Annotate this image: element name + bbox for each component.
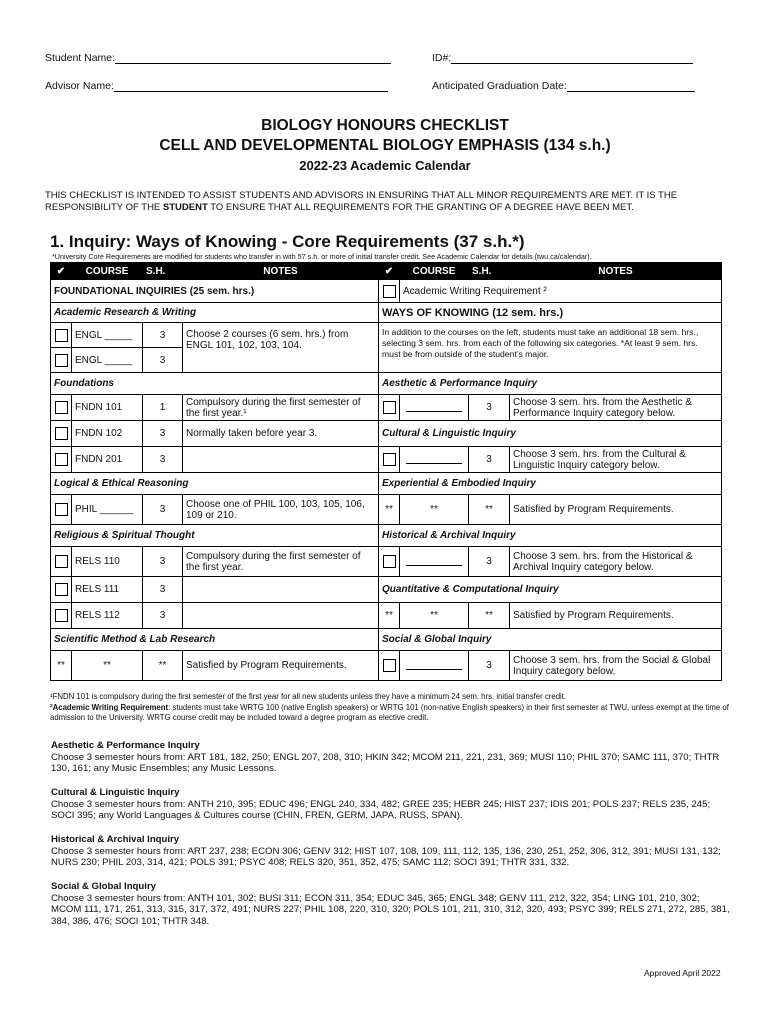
engl1-course: ENGL _____	[72, 323, 143, 348]
sci-sh-cell: **	[143, 651, 183, 681]
category-title: Aesthetic & Performance Inquiry	[51, 740, 200, 751]
rels112-checkbox[interactable]	[55, 609, 68, 622]
intro-text-bold: STUDENT	[162, 202, 208, 213]
notes-header: NOTES	[183, 263, 379, 280]
historical-note: Choose 3 sem. hrs. from the Historical & Archival Inquiry category below.	[510, 547, 722, 577]
graduation-date-label: Anticipated Graduation Date:	[432, 80, 567, 92]
quantitative-heading: Quantitative & Computational Inquiry	[379, 577, 722, 603]
table-row	[51, 395, 379, 421]
table-row	[379, 280, 722, 303]
fndn101-sh: 1	[143, 395, 183, 421]
title-line3: 2022-23 Academic Calendar	[299, 158, 471, 173]
category-title: Social & Global Inquiry	[51, 881, 157, 892]
awr-checkbox[interactable]	[383, 285, 396, 298]
phil-checkbox[interactable]	[55, 503, 68, 516]
rels110-sh: 3	[143, 547, 183, 577]
rels111-note	[183, 577, 379, 603]
table-row	[379, 603, 722, 629]
course-header: COURSE	[72, 263, 143, 280]
advisor-name-line[interactable]	[114, 82, 388, 92]
fndn102-checkbox[interactable]	[55, 427, 68, 440]
footnote-2	[50, 703, 730, 724]
category-text: Choose 3 semester hours from: ART 181, 182, 250; ENGL 207, 208, 310; HKIN 342; MCOM 211, 221, 231, 369; MUSI 110; PHIL 370; SAMC 111, 370; THTR 130, 161; any Music Ensembles; any Music Lessons.	[51, 751, 720, 775]
check-header-right: ✔	[379, 263, 400, 280]
rels111-sh: 3	[143, 577, 183, 603]
phil-note: Choose one of PHIL 100, 103, 105, 106, 109 or 210.	[183, 495, 379, 525]
engl2-sh: 3	[143, 348, 183, 373]
rels110-note: Compulsory during the first semester of the first year.	[183, 547, 379, 577]
fndn101-note: Compulsory during the first semester of the first year.¹	[183, 395, 379, 421]
aesthetic-course-blank[interactable]	[406, 403, 462, 412]
fndn101-course: FNDN 101	[72, 395, 143, 421]
title-line2: CELL AND DEVELOPMENTAL BIOLOGY EMPHASIS (134 s.h.)	[159, 137, 611, 154]
table-row	[51, 577, 379, 603]
fndn102-course: FNDN 102	[72, 421, 143, 447]
fndn102-note: Normally taken before year 3.	[183, 421, 379, 447]
approved-date: Approved April 2022	[644, 968, 721, 978]
advisor-name-label: Advisor Name:	[45, 80, 114, 92]
footnote-2-text: : students must take WRTG 100 (native English speakers) or WRTG 101 (non-native English speakers) in their first semester at TWU, unless exempt at the time of admission to the University. WRTG course credit may be included toward a degree program as elective credit.	[50, 702, 729, 722]
category-aesthetic	[51, 740, 731, 775]
section1-note: *University Core Requirements are modified for students who transfer in with 57 s.h. or more of initial transfer credit. See Academic Calendar for details (twu.ca/calendar).	[52, 252, 592, 261]
intro-text-before: THIS CHECKLIST IS INTENDED TO ASSIST STUDENTS AND ADVISORS IN ENSURING THAT ALL MINOR REQUIREMENTS ARE MET. IT IS THE RESPONSIBILITY OF THE	[45, 190, 678, 213]
table-row	[51, 651, 379, 681]
right-checklist-table	[378, 262, 722, 681]
sci-course-cell: **	[72, 651, 143, 681]
cultural-note: Choose 3 sem. hrs. from the Cultural & Linguistic Inquiry category below.	[510, 447, 722, 473]
logical-heading: Logical & Ethical Reasoning	[51, 473, 379, 495]
rels112-course: RELS 112	[72, 603, 143, 629]
title-line1: BIOLOGY HONOURS CHECKLIST	[261, 117, 509, 134]
historical-checkbox[interactable]	[383, 555, 396, 568]
table-row	[379, 651, 722, 681]
intro-text-after: TO ENSURE THAT ALL REQUIREMENTS FOR THE GRANTING OF A DEGREE HAVE BEEN MET.	[207, 202, 634, 213]
cultural-course-blank[interactable]	[406, 455, 462, 464]
category-historical	[51, 834, 731, 869]
footnotes	[50, 692, 730, 724]
engl1-checkbox[interactable]	[55, 329, 68, 342]
section1-heading: 1. Inquiry: Ways of Knowing - Core Requirements (37 s.h.*)	[50, 232, 525, 251]
rels111-course: RELS 111	[72, 577, 143, 603]
graduation-date-line[interactable]	[567, 82, 695, 92]
table-row	[51, 447, 379, 473]
academic-research-heading: Academic Research & Writing	[51, 303, 379, 323]
social-sh: 3	[469, 651, 510, 681]
exp-sh-cell: **	[469, 495, 510, 525]
phil-course: PHIL ______	[72, 495, 143, 525]
engl2-course: ENGL _____	[72, 348, 143, 373]
wok-note: In addition to the courses on the left, students must take an additional 18 sem. hrs., selecting 3 sem. hrs. from each of the following six categories. *At least 9 sem. hrs. must be from outside of the student’s major.	[379, 323, 722, 373]
cultural-heading: Cultural & Linguistic Inquiry	[379, 421, 722, 447]
table-row	[379, 447, 722, 473]
quant-note: Satisfied by Program Requirements.	[510, 603, 722, 629]
aesthetic-checkbox[interactable]	[383, 401, 396, 414]
aesthetic-note: Choose 3 sem. hrs. from the Aesthetic & Performance Inquiry category below.	[510, 395, 722, 421]
exp-note: Satisfied by Program Requirements.	[510, 495, 722, 525]
phil-sh: 3	[143, 495, 183, 525]
social-heading: Social & Global Inquiry	[379, 629, 722, 651]
student-name-field[interactable]	[45, 52, 391, 64]
social-course-blank[interactable]	[406, 661, 462, 670]
religious-heading: Religious & Spiritual Thought	[51, 525, 379, 547]
footnote-1: ¹FNDN 101 is compulsory during the first semester of the first year for all new students unless they have a minimum 24 sem. hrs. initial transfer credit.	[50, 692, 567, 701]
notes-header-right: NOTES	[510, 263, 722, 280]
sh-header-right: S.H.	[469, 263, 510, 280]
aesthetic-sh: 3	[469, 395, 510, 421]
historical-course-blank[interactable]	[406, 557, 462, 566]
fndn201-checkbox[interactable]	[55, 453, 68, 466]
fndn102-sh: 3	[143, 421, 183, 447]
social-checkbox[interactable]	[383, 659, 396, 672]
category-text: Choose 3 semester hours from: ART 237, 238; ECON 306; GENV 312; HIST 107, 108, 109, 111, 112, 135, 136, 230, 251, 252, 306, 312, 391; MUSI 131, 132; NURS 230; PHIL 203, 314, 421; POLS 391; PSYC 408; RELS 320, 351, 352, 475; SAMC 112; SOCI 391; THTR 331, 332.	[51, 845, 721, 869]
category-social	[51, 881, 731, 927]
id-line[interactable]	[451, 54, 693, 64]
table-row	[51, 495, 379, 525]
social-note: Choose 3 sem. hrs. from the Social & Global Inquiry category below.	[510, 651, 722, 681]
quant-sh-cell: **	[469, 603, 510, 629]
rels112-note	[183, 603, 379, 629]
historical-heading: Historical & Archival Inquiry	[379, 525, 722, 547]
table-row	[51, 547, 379, 577]
left-table-header	[51, 263, 379, 280]
historical-sh: 3	[469, 547, 510, 577]
aesthetic-heading: Aesthetic & Performance Inquiry	[379, 373, 722, 395]
footnote-2-label: ²Academic Writing Requirement	[50, 702, 169, 712]
category-title: Cultural & Linguistic Inquiry	[51, 787, 180, 798]
category-text: Choose 3 semester hours from: ANTH 101, 302; BUSI 311; ECON 311, 354; EDUC 345, 365; ENGL 348; GENV 111, 212, 322, 354; LING 101, 210, 302; MCOM 111, 171, 251, 313, 315, 317, 372, 491; NURS 227; PHIL 108, 220, 310, 320; POLS 101, 211, 310, 312, 320, 493; PSYC 399; RELS 271, 272, 285, 381, 384, 386, 476; SOCI 101; THTR 348.	[51, 892, 730, 927]
engl2-checkbox[interactable]	[55, 354, 68, 367]
id-label: ID#:	[432, 52, 452, 64]
cultural-sh: 3	[469, 447, 510, 473]
fndn101-checkbox[interactable]	[55, 401, 68, 414]
advisor-name-field[interactable]	[45, 80, 388, 92]
sci-check-cell: **	[51, 651, 72, 681]
sh-header: S.H.	[143, 263, 183, 280]
experiential-heading: Experiential & Embodied Inquiry	[379, 473, 722, 495]
foundations-heading: Foundations	[51, 373, 379, 395]
course-header-right: COURSE	[400, 263, 469, 280]
table-row	[379, 395, 722, 421]
category-cultural	[51, 787, 731, 822]
left-checklist-table	[50, 262, 379, 681]
intro-statement	[45, 190, 725, 214]
rels111-checkbox[interactable]	[55, 583, 68, 596]
fndn201-note	[183, 447, 379, 473]
category-text: Choose 3 semester hours from: ANTH 210, 395; EDUC 496; ENGL 240, 334, 482; GREE 235; HEBR 245; HIST 237; IDIS 201; POLS 237; RELS 235, 245; SOCI 395; any World Languages & Cultures course (CHIN, FREN, GERM, JAPA, RUSS, SPAN).	[51, 798, 711, 822]
exp-course-cell: **	[400, 495, 469, 525]
fndn201-sh: 3	[143, 447, 183, 473]
check-header: ✔	[51, 263, 72, 280]
rels110-course: RELS 110	[72, 547, 143, 577]
awr-label: Academic Writing Requirement ²	[400, 280, 722, 303]
scientific-heading: Scientific Method & Lab Research	[51, 629, 379, 651]
rels110-checkbox[interactable]	[55, 555, 68, 568]
sci-note: Satisfied by Program Requirements.	[183, 651, 379, 681]
table-row	[379, 547, 722, 577]
fndn201-course: FNDN 201	[72, 447, 143, 473]
graduation-date-field[interactable]	[432, 80, 695, 92]
foundational-heading: FOUNDATIONAL INQUIRIES (25 sem. hrs.)	[51, 280, 379, 303]
id-field[interactable]	[432, 52, 693, 64]
cultural-checkbox[interactable]	[383, 453, 396, 466]
engl-note: Choose 2 courses (6 sem. hrs.) from ENGL 101, 102, 103, 104.	[183, 323, 379, 373]
table-row	[51, 323, 379, 348]
student-name-label: Student Name:	[45, 52, 116, 64]
wok-heading: WAYS OF KNOWING (12 sem. hrs.)	[379, 303, 722, 323]
table-row	[379, 495, 722, 525]
engl1-sh: 3	[143, 323, 183, 348]
rels112-sh: 3	[143, 603, 183, 629]
quant-check-cell: **	[379, 603, 400, 629]
category-title: Historical & Archival Inquiry	[51, 834, 180, 845]
right-table-header	[379, 263, 722, 280]
table-row	[51, 421, 379, 447]
table-row	[51, 603, 379, 629]
quant-course-cell: **	[400, 603, 469, 629]
student-name-line[interactable]	[115, 54, 391, 64]
exp-check-cell: **	[379, 495, 400, 525]
